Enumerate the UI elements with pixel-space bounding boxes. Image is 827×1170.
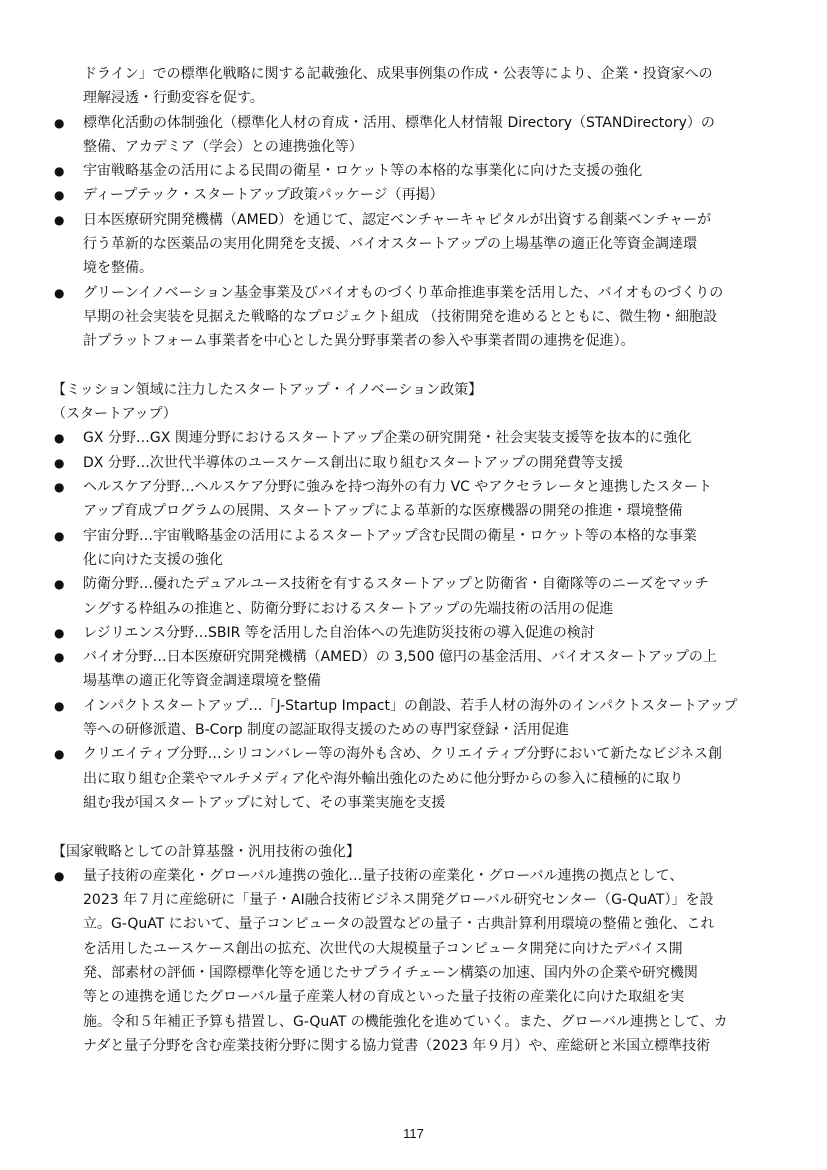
bullet-text-line: 計プラットフォーム事業者を中心とした異分野事業者の参入や事業者間の連携を促進）。	[83, 333, 635, 350]
bullet-text-line: 境を整備。	[83, 260, 153, 277]
bullet-text-line: 等との連携を通じたグローバル量子産業人材の育成といった量子技術の産業化に向けた取組を実	[83, 989, 685, 1006]
bullet-item	[52, 621, 782, 645]
bullet-text-line: 日本医療研究開発機構（AMED）を通じて、認定ベンチャーキャピタルが出資する創薬ベンチャーが	[83, 211, 712, 228]
bullet-list-compute	[52, 864, 782, 1058]
bullet-dot-icon: ●	[54, 625, 65, 640]
bullet-item	[52, 208, 782, 281]
bullet-text	[83, 475, 782, 524]
bullet-text-line: 出に取り組む企業やマルチメディア化や海外輸出強化のために他分野からの参入に積極的に取り	[83, 770, 684, 787]
bullet-text-line: 等への研修派遣、B-Corp 制度の認証取得支援のための専門家登録・活用促進	[83, 722, 570, 739]
bullet-item	[52, 159, 782, 183]
bullet-dot-icon: ●	[54, 480, 65, 495]
bullet-item	[52, 183, 782, 207]
bullet-dot-icon: ●	[54, 164, 65, 179]
bullet-text-line: 組む我が国スタートアップに対して、その事業実施を支援	[83, 794, 446, 811]
bullet-dot-icon: ●	[54, 650, 65, 665]
bullet-text-line: 行う革新的な医薬品の実用化開発を支援、バイオスタートアップの上場基準の適正化等資金調達環	[83, 236, 698, 253]
bullet-text-line: ナダと量子分野を含む産業技術分野に関する協力覚書（2023 年９月）や、産総研と米国立標準技術	[83, 1037, 711, 1054]
bullet-text	[83, 111, 782, 160]
bullet-text	[83, 864, 782, 1058]
bullet-text-line: 発、部素材の評価・国際標準化等を通じたサプライチェーン構築の加速、国内外の企業や研究機関	[83, 964, 698, 981]
bullet-item	[52, 864, 782, 1058]
bullet-text	[83, 524, 782, 573]
bullet-dot-icon: ●	[54, 455, 65, 470]
bullet-text-line: 化に向けた支援の強化	[83, 551, 223, 568]
intro-line: ドライン」での標準化戦略に関する記載強化、成果事例集の作成・公表等により、企業・投資家への	[83, 66, 713, 82]
bullet-dot-icon: ●	[54, 577, 65, 592]
bullet-text	[83, 451, 782, 475]
bullet-text-line: インパクトスタートアップ…「J-Startup Impact」の創設、若手人材の海外のインパクトスタートアップ	[83, 697, 738, 714]
bullet-dot-icon: ●	[54, 285, 65, 300]
bullet-item	[52, 281, 782, 354]
bullet-list-top	[52, 111, 782, 354]
section-subheading-startup: （スタートアップ）	[52, 406, 177, 423]
bullet-text-line: グリーンイノベーション基金事業及びバイオものづくり革命推進事業を活用した、バイオものづくりの	[83, 284, 724, 301]
bullet-text-line: ヘルスケア分野…ヘルスケア分野に強みを持つ海外の有力 VC やアクセラレータと連携したスタート	[83, 479, 712, 496]
bullet-item	[52, 742, 782, 815]
bullet-text-line: 宇宙戦略基金の活用による民間の衛星・ロケット等の本格的な事業化に向けた支援の強化	[83, 163, 643, 180]
bullet-item	[52, 572, 782, 621]
bullet-text-line: 防衛分野…優れたデュアルユース技術を有するスタートアップと防衛省・自衛隊等のニーズをマッチ	[83, 576, 709, 593]
bullet-text-line: DX 分野…次世代半導体のユースケース創出に取り組むスタートアップの開発費等支援	[83, 454, 624, 471]
bullet-text-line: レジリエンス分野…SBIR 等を活用した自治体への先進防災技術の導入促進の検討	[83, 624, 595, 641]
section-heading-compute: 【国家戦略としての計算基盤・汎用技術の強化】	[52, 843, 360, 860]
bullet-item	[52, 111, 782, 160]
bullet-text-line: 早期の社会実装を見据えた戦略的なプロジェクト組成 （技術開発を進めるとともに、微生物・細胞設	[83, 308, 718, 325]
bullet-text-line: ングする枠組みの推進と、防衛分野におけるスタートアップの先端技術の活用の促進	[83, 600, 614, 617]
bullet-dot-icon: ●	[54, 212, 65, 227]
bullet-item	[52, 645, 782, 694]
bullet-text	[83, 281, 782, 354]
bullet-text-line: 場基準の適正化等資金調達環境を整備	[83, 673, 321, 690]
bullet-text-line: を活用したユースケース創出の拡充、次世代の大規模量子コンピュータ開発に向けたデバイス開	[83, 940, 683, 957]
bullet-item	[52, 524, 782, 573]
bullet-text-line: 2023 年７月に産総研に「量子・AI融合技術ビジネス開発グローバル研究センター（G-QuAT）」を設	[83, 892, 714, 909]
bullet-dot-icon: ●	[54, 188, 65, 203]
bullet-dot-icon: ●	[54, 115, 65, 130]
bullet-text-line: 整備、アカデミア（学会）との連携強化等）	[83, 138, 363, 155]
bullet-text-line: アップ育成プログラムの展開、スタートアップによる革新的な医療機器の開発の推進・環境整備	[83, 503, 683, 520]
bullet-text	[83, 572, 782, 621]
bullet-text	[83, 183, 782, 207]
bullet-text	[83, 645, 782, 694]
bullet-text-line: バイオ分野…日本医療研究開発機構（AMED）の 3,500 億円の基金活用、バイオスタートアップの上	[83, 649, 717, 666]
bullet-dot-icon: ●	[54, 747, 65, 762]
bullet-text-line: クリエイティブ分野…シリコンバレー等の海外も含め、クリエイティブ分野において新たなビジネス創	[83, 746, 722, 763]
page-content	[52, 62, 782, 1058]
bullet-text	[83, 426, 782, 450]
bullet-item	[52, 426, 782, 450]
bullet-text-line: ディープテック・スタートアップ政策パッケージ（再掲）	[83, 187, 444, 204]
bullet-text-line: 宇宙分野…宇宙戦略基金の活用によるスタートアップ含む民間の衛星・ロケット等の本格的な事業	[83, 527, 697, 544]
section-heading-startup-policy: 【ミッション領域に注力したスタートアップ・イノベーション政策】	[52, 381, 483, 398]
bullet-text-line: GX 分野…GX 関連分野におけるスタートアップ企業の研究開発・社会実装支援等を抜本的に強化	[83, 430, 692, 447]
bullet-text-line: 標準化活動の体制強化（標準化人材の育成・活用、標準化人材情報 Directory（STANDirectory）の	[83, 114, 715, 131]
bullet-text	[83, 159, 782, 183]
spacer	[52, 354, 782, 378]
bullet-text	[83, 742, 782, 815]
bullet-list-startup	[52, 426, 782, 815]
bullet-dot-icon: ●	[54, 868, 65, 883]
intro-line: 理解浸透・行動変容を促す。	[83, 90, 264, 107]
bullet-item	[52, 694, 782, 743]
bullet-item	[52, 475, 782, 524]
bullet-text-line: 施。令和５年補正予算も措置し、G-QuAT の機能強化を進めていく。また、グローバル連携として、カ	[83, 1013, 728, 1030]
page-number: 117	[403, 1126, 424, 1141]
bullet-text-line: 立。G-QuAT において、量子コンピュータの設置などの量子・古典計算利用環境の整備と強化、これ	[83, 916, 715, 933]
spacer	[52, 815, 782, 839]
bullet-dot-icon: ●	[54, 528, 65, 543]
bullet-text	[83, 208, 782, 281]
bullet-dot-icon: ●	[54, 431, 65, 446]
bullet-text	[83, 621, 782, 645]
bullet-dot-icon: ●	[54, 698, 65, 713]
bullet-text	[83, 694, 782, 743]
bullet-item	[52, 451, 782, 475]
bullet-text-line: 量子技術の産業化・グローバル連携の強化…量子技術の産業化・グローバル連携の拠点として、	[83, 867, 684, 884]
